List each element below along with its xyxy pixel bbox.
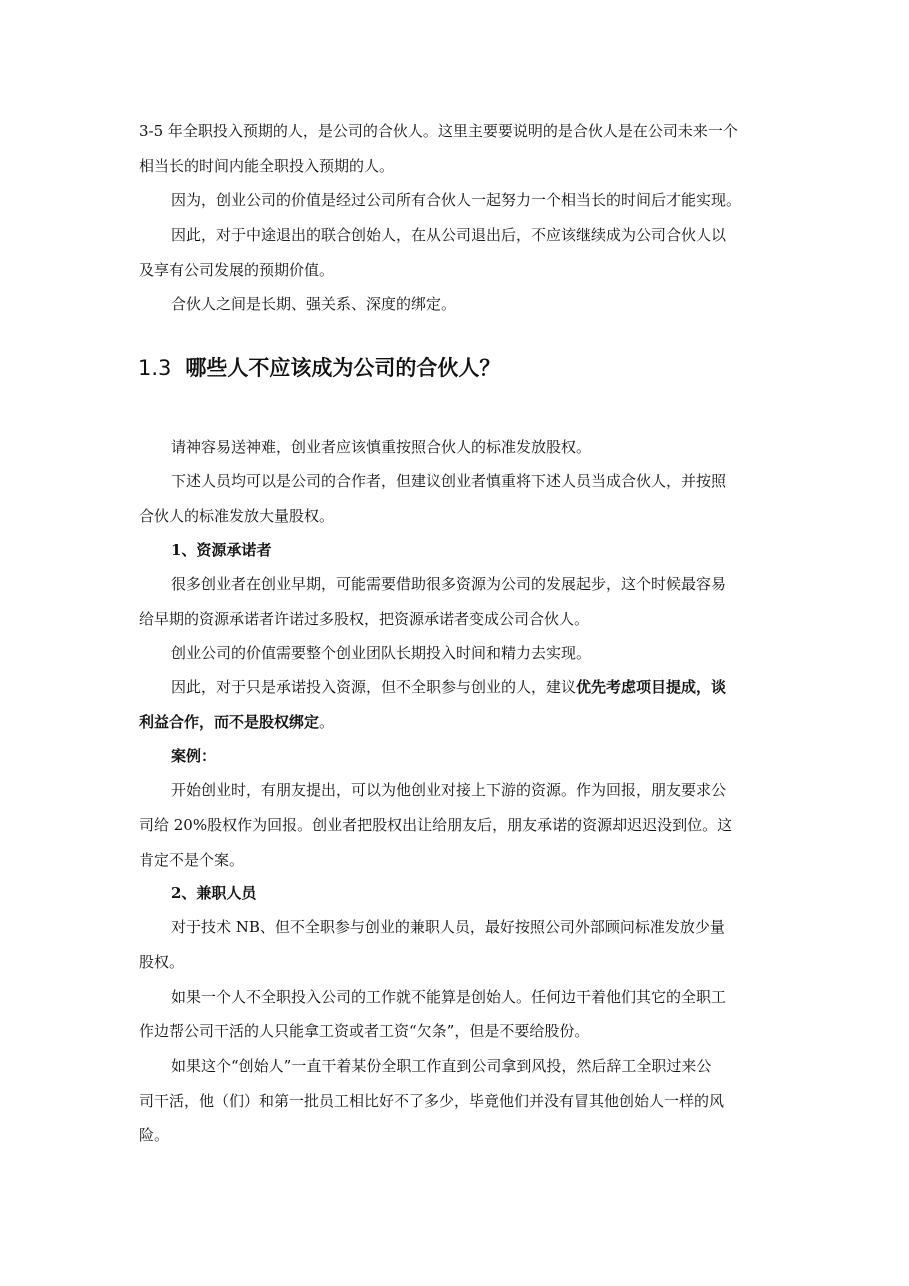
list-item-heading: 1、资源承诺者 [171,541,272,559]
paragraph-line: 司给 20%股权作为回报。创业者把股权出让给朋友后，朋友承诺的资源却迟迟没到位。这 [139,816,733,834]
section-heading [138,350,500,386]
bold-text-run: 利益合作，而不是股权绑定 [139,713,320,731]
paragraph-line: 对于技术 NB、但不全职参与创业的兼职人员，最好按照公司外部顾问标准发放少量 [171,918,725,936]
bold-text-run: 优先考虑项目提成，谈 [576,678,727,696]
section-title: 哪些人不应该成为公司的合伙人？ [185,356,501,380]
paragraph-line [139,705,775,740]
paragraph-line: 很多创业者在创业早期，可能需要借助很多资源为公司的发展起步，这个时候最容易 [171,575,727,593]
paragraph-line: 合伙人之间是长期、强关系、深度的绑定。 [171,295,457,313]
paragraph-line: 因此，对于中途退出的联合创始人，在从公司退出后，不应该继续成为公司合伙人以 [171,226,727,244]
paragraph-line: 给早期的资源承诺者许诺过多股权，把资源承诺者变成公司合伙人。 [139,610,590,628]
paragraph-line: 股权。 [139,953,185,971]
text-run: 因此，对于只是承诺投入资源，但不全职参与创业的人，建议 [171,678,577,696]
paragraph-line: 司干活，他（们）和第一批员工相比好不了多少，毕竟他们并没有冒其他创始人一样的风 [139,1092,725,1110]
section-number: 1.3 [138,356,172,380]
text-run: 。 [319,713,335,731]
paragraph-line: 3-5 年全职投入预期的人，是公司的合伙人。这里主要要说明的是合伙人是在公司未来一个 [139,122,738,140]
paragraph-line: 合伙人的标准发放大量股权。 [139,507,335,525]
paragraph-line [139,670,775,705]
case-label: 案例： [171,747,217,765]
paragraph-line: 如果一个人不全职投入公司的工作就不能算是创始人。任何边干着他们其它的全职工 [171,988,727,1006]
paragraph-line: 因为，创业公司的价值是经过公司所有合伙人一起努力一个相当长的时间后才能实现。 [171,191,742,209]
paragraph-line: 险。 [139,1126,170,1144]
paragraph-line: 及享有公司发展的预期价值。 [139,261,335,279]
paragraph-line: 相当长的时间内能全职投入预期的人。 [139,157,395,175]
paragraph-line: 如果这个“创始人”一直干着某份全职工作直到公司拿到风投，然后辞工全职过来公 [171,1057,712,1075]
paragraph-line: 下述人员均可以是公司的合作者，但建议创业者慎重将下述人员当成合伙人，并按照 [171,472,727,490]
paragraph-line: 作边帮公司干活的人只能拿工资或者工资“欠条”，但是不要给股份。 [139,1022,590,1040]
paragraph-line: 开始创业时，有朋友提出，可以为他创业对接上下游的资源。作为回报，朋友要求公 [171,781,727,799]
paragraph-line: 请神容易送神难，创业者应该慎重按照合伙人的标准发放股权。 [171,438,592,456]
list-item-heading: 2、兼职人员 [171,884,257,902]
paragraph-line: 创业公司的价值需要整个创业团队长期投入时间和精力去实现。 [171,644,592,662]
paragraph-line: 肯定不是个案。 [139,851,245,869]
